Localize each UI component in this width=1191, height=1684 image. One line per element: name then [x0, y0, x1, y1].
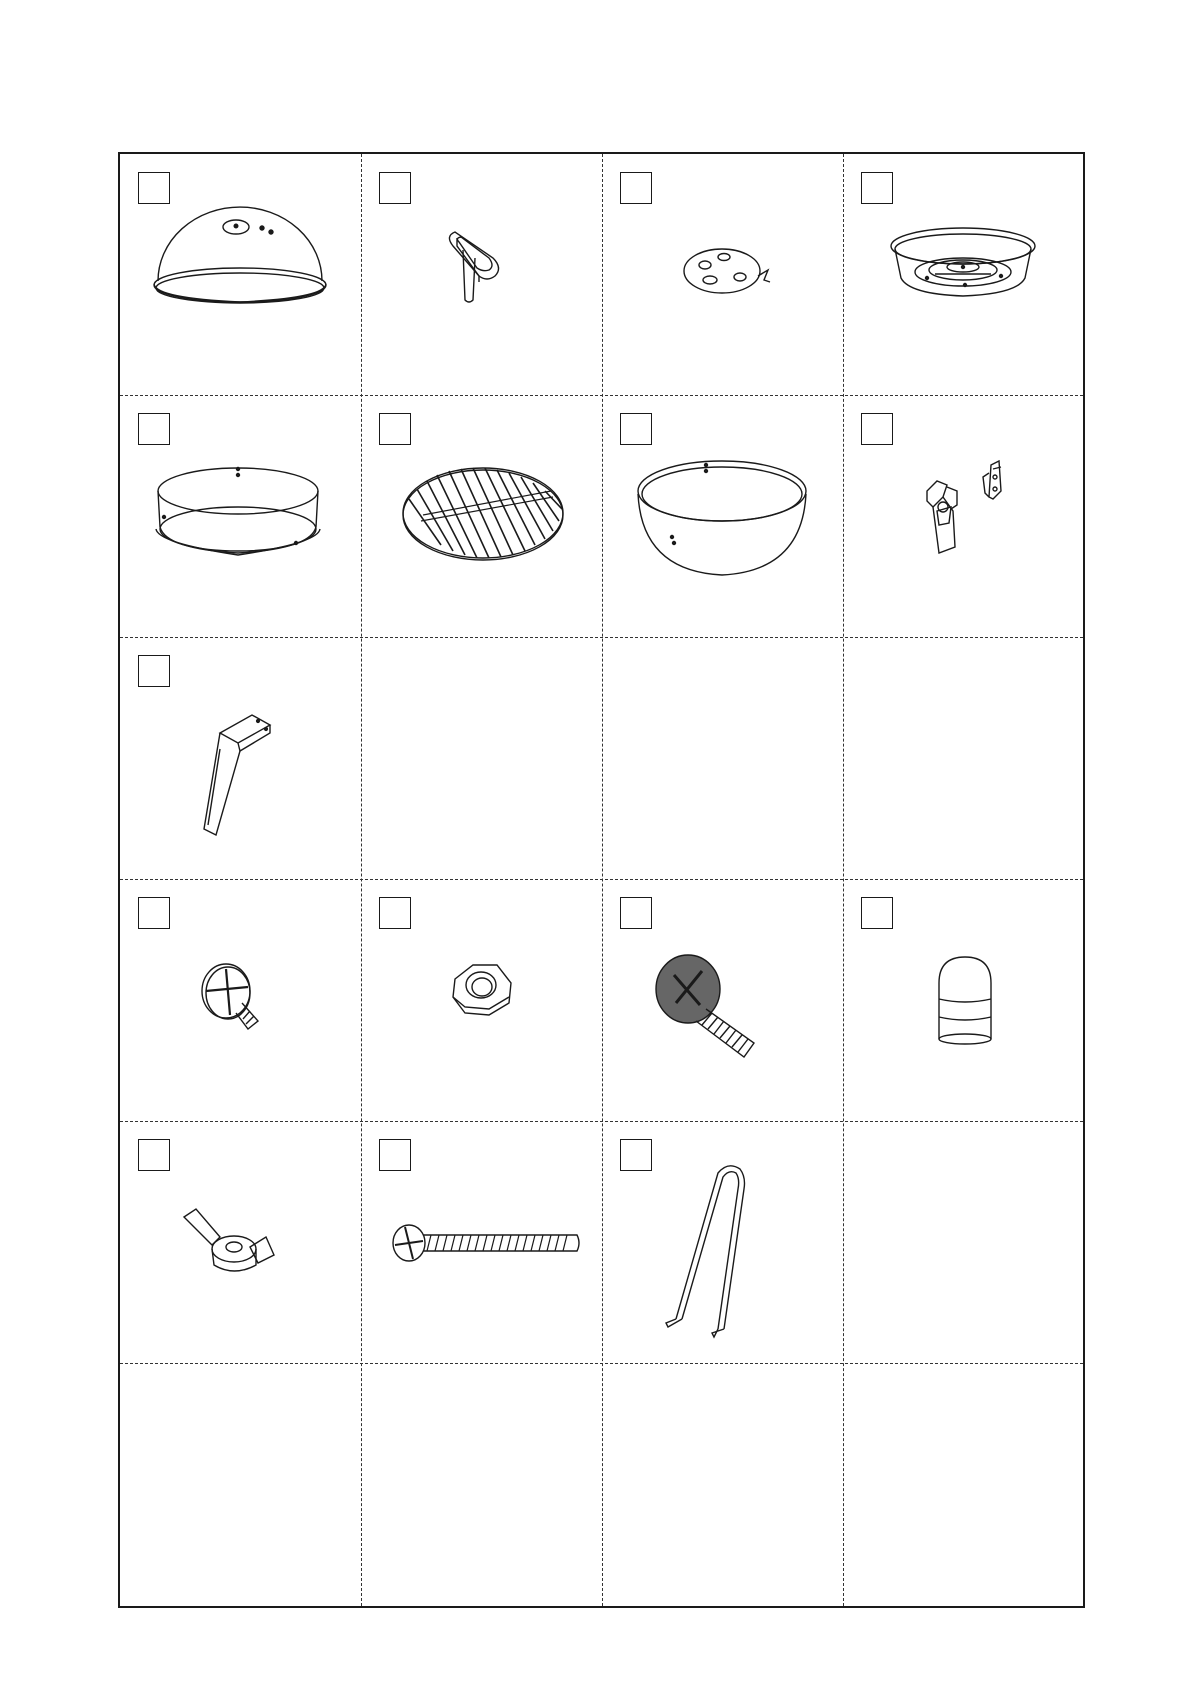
empty-cell: [843, 1121, 1084, 1362]
wing-nut-icon: [120, 1121, 361, 1362]
part-cell: [361, 1121, 602, 1362]
part-cell: [361, 154, 602, 395]
part-cell: [361, 879, 602, 1120]
part-cell: [843, 154, 1084, 395]
latch-clip-icon: [843, 395, 1084, 636]
part-cell: [602, 154, 843, 395]
cooking-grate-icon: [361, 395, 602, 636]
lid-dome-icon: [120, 154, 361, 395]
empty-cell: [602, 1363, 843, 1604]
empty-cell: [361, 637, 602, 878]
tongs-icon: [602, 1121, 843, 1362]
middle-ring-icon: [120, 395, 361, 636]
empty-cell: [843, 637, 1084, 878]
fire-bowl-icon: [602, 395, 843, 636]
empty-cell: [361, 1363, 602, 1604]
part-cell: [602, 879, 843, 1120]
foot-cap-icon: [843, 879, 1084, 1120]
long-bolt-icon: [361, 1121, 602, 1362]
part-cell: [120, 1121, 361, 1362]
part-cell: [120, 154, 361, 395]
leg-icon: [120, 637, 361, 878]
part-cell: [843, 395, 1084, 636]
part-cell: [120, 637, 361, 878]
empty-cell: [843, 1363, 1084, 1604]
part-cell: [361, 395, 602, 636]
part-cell: [602, 1121, 843, 1362]
empty-cell: [120, 1363, 361, 1604]
vent-damper-icon: [602, 154, 843, 395]
part-cell: [602, 395, 843, 636]
part-cell: [120, 879, 361, 1120]
shaded-bolt-icon: [602, 879, 843, 1120]
hex-nut-icon: [361, 879, 602, 1120]
ash-pan-icon: [843, 154, 1084, 395]
parts-sheet: [118, 152, 1085, 1608]
short-bolt-icon: [120, 879, 361, 1120]
lid-handle-icon: [361, 154, 602, 395]
empty-cell: [602, 637, 843, 878]
part-cell: [120, 395, 361, 636]
part-cell: [843, 879, 1084, 1120]
